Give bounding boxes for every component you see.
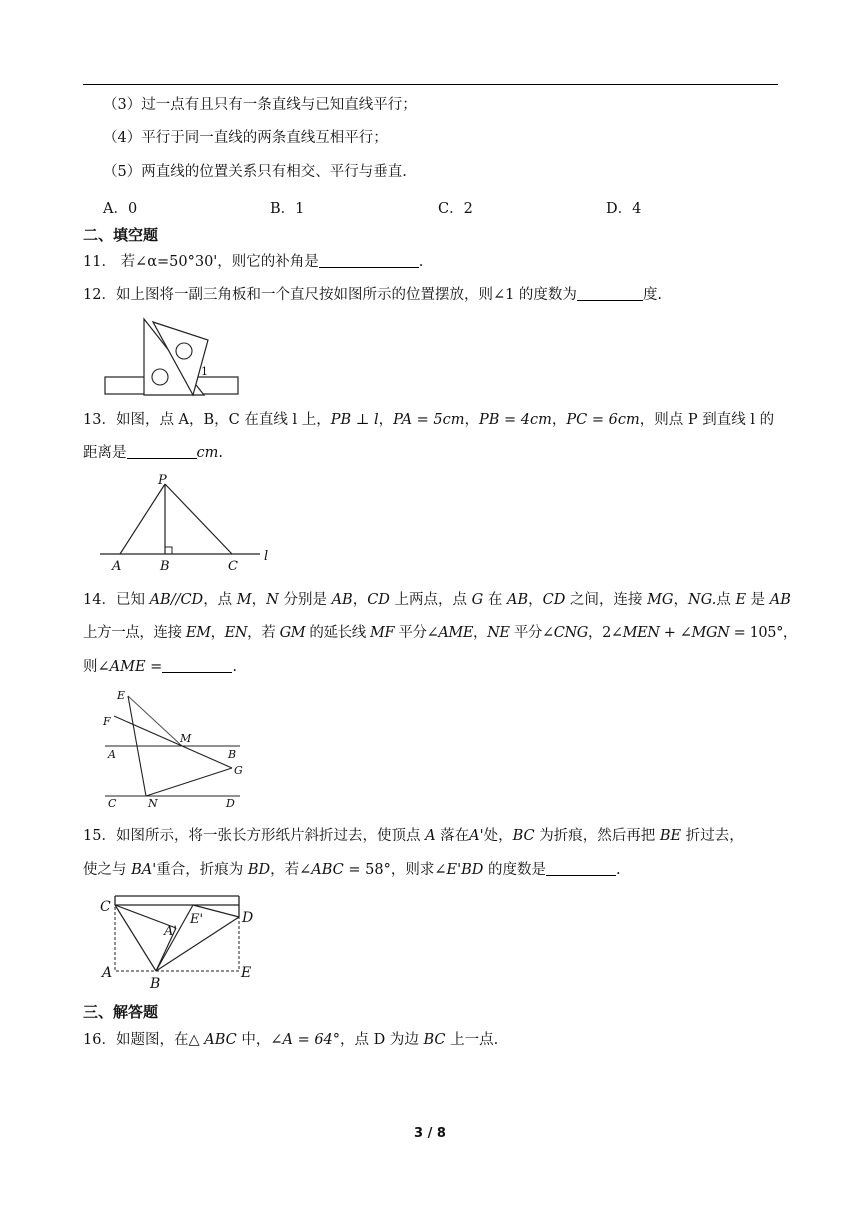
q14-answer-blank[interactable] <box>162 658 232 673</box>
q15-answer-blank[interactable] <box>546 861 616 876</box>
segment-pa <box>120 484 165 554</box>
label-c: C <box>228 559 238 574</box>
q12-text: 12．如上图将一副三角板和一个直尺按如图所示的位置摆放，则∠1 的度数为 <box>83 287 577 303</box>
label-e: E <box>241 965 252 981</box>
label-p: P <box>158 473 167 488</box>
original-rectangle <box>115 905 239 971</box>
label-e: E <box>117 689 126 702</box>
question-15-line2: 使之与 BA'重合，折痕为 BD，若∠ABC = 58°，则求∠E'BD 的度数是 . <box>83 862 621 878</box>
q11-end: . <box>418 254 424 270</box>
option-b: B．1 <box>270 201 305 217</box>
right-angle-mark <box>165 547 172 554</box>
question-15-line1: 15．如图所示，将一张长方形纸片斜折过去，使顶点 A 落在A'处，BC 为折痕，然后再把 BE 折过去， <box>83 828 744 844</box>
label-a: A <box>108 748 116 761</box>
label-b: B <box>160 559 170 574</box>
q12-end: 度. <box>642 287 663 303</box>
label-n: N <box>148 797 158 810</box>
label-c: C <box>108 797 117 810</box>
segment-pc <box>165 484 232 554</box>
question-13-line2: 距离是 cm. <box>83 445 223 461</box>
q11-text: 若∠α=50°30'，则它的补角是 <box>120 254 319 270</box>
question-13-line1: 13．如图，点 A，B，C 在直线 l 上，PB ⊥ l，PA = 5cm，PB = 4cm，PC = 6cm，则点 P 到直线 l 的 <box>83 412 775 428</box>
q13-figure <box>100 474 280 574</box>
label-b: B <box>150 976 161 992</box>
label-a: A <box>112 559 122 574</box>
option-c: C．2 <box>438 201 473 217</box>
label-l: l <box>264 549 269 564</box>
crease-bc <box>115 905 156 971</box>
q11-number: 11． <box>83 254 116 270</box>
question-14-line1: 14．已知 AB//CD，点 M，N 分别是 AB，CD 上两点，点 G 在 AB，CD 之间，连接 MG，NG.点 E 是 AB <box>83 592 791 608</box>
label-f: F <box>103 715 111 728</box>
label-a: A <box>102 965 113 981</box>
label-d: D <box>242 910 254 926</box>
question-14-line3: 则∠AME = . <box>83 659 237 675</box>
q12-figure <box>100 315 242 400</box>
header-rule <box>83 84 778 85</box>
q15-figure <box>98 893 268 993</box>
label-m: M <box>180 732 192 745</box>
section-answer-title: 三、解答题 <box>83 1003 159 1021</box>
label-d: D <box>226 797 235 810</box>
line-fmg <box>114 716 232 768</box>
question-16: 16．如题图，在△ ABC 中，∠A = 64°，点 D 为边 BC 上一点. <box>83 1032 499 1048</box>
statement-3: （3）过一点有且只有一条直线与已知直线平行； <box>103 97 417 113</box>
label-c: C <box>100 899 111 915</box>
angle-1-label: 1 <box>201 365 208 378</box>
q12-answer-blank[interactable] <box>577 286 643 301</box>
question-14-line2: 上方一点，连接 EM，EN，若 GM 的延长线 MF 平分∠AME，NE 平分∠CNG，2∠MEN + ∠MGN = 105°， <box>83 625 798 641</box>
label-e-prime: E' <box>190 912 204 927</box>
label-a-prime: A' <box>164 924 177 939</box>
question-11 <box>83 252 423 272</box>
option-d: D．4 <box>606 201 642 217</box>
label-b: B <box>228 748 237 761</box>
segment-ng <box>146 768 232 796</box>
q11-answer-blank[interactable] <box>319 253 419 268</box>
option-a: A．0 <box>103 201 138 217</box>
question-12 <box>83 285 662 305</box>
q13-answer-blank[interactable] <box>127 444 197 459</box>
page-number: 3 / 8 <box>414 1126 446 1141</box>
statement-5: （5）两直线的位置关系只有相交、平行与垂直. <box>103 164 407 180</box>
statement-4: （4）平行于同一直线的两条直线互相平行； <box>103 130 388 146</box>
section-fill-in-title: 二、填空题 <box>83 226 159 244</box>
q14-figure <box>100 686 260 812</box>
label-g: G <box>234 764 243 777</box>
